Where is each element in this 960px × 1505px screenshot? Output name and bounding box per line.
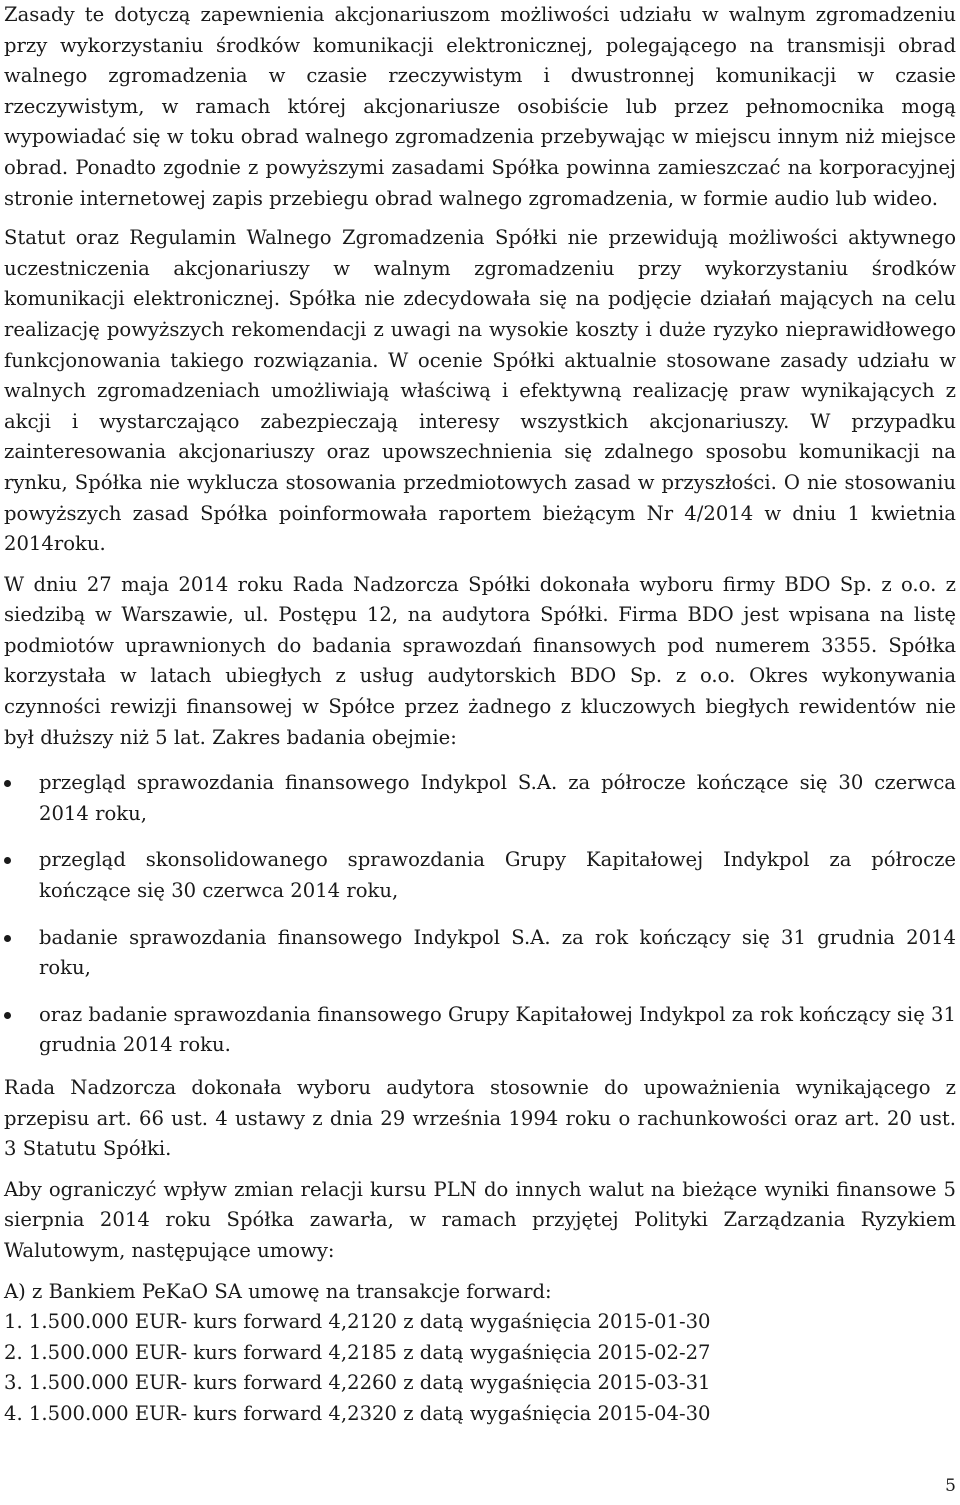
paragraph-bank-agreement: A) z Bankiem PeKaO SA umowę na transakcje forward:: [4, 1279, 552, 1303]
audit-scope-list: [4, 768, 956, 1061]
paragraph-shareholder-participation: Zasady te dotyczą zapewnienia akcjonariuszom możliwości udziału w walnym zgromadzeniu przy wykorzystaniu środków komunikacji elektronicznej, polegającego na transmisji obrad walnego zgromadzenia w czasie rzeczywistym i dwustronnej komunikacji w czasie rzeczywistym, w ramach której akcjonariusze osobiście lub przez pełnomocnika mogą wypowiadać się w toku obrad walnego zgromadzenia przebywając w miejscu innym niż miejsce obrad. Ponadto zgodnie z powyższymi zasadami Spółka powinna zamieszczać na korporacyjnej stronie internetowej zapis przebiegu obrad walnego zgromadzenia, w formie audio lub wideo.: [4, 3, 956, 210]
list-item-text: przegląd skonsolidowanego sprawozdania Grupy Kapitałowej Indykpol za półrocze kończące się 30 czerwca 2014 roku,: [39, 848, 956, 903]
list-item: [4, 845, 956, 906]
list-item-text: badanie sprawozdania finansowego Indykpol S.A. za rok kończący się 31 grudnia 2014 roku,: [39, 925, 956, 980]
list-item-text: oraz badanie sprawozdania finansowego Grupy Kapitałowej Indykpol za rok kończący się 31 grudnia 2014 roku.: [39, 1002, 956, 1057]
list-item-text: przegląd sprawozdania finansowego Indykpol S.A. za półrocze kończące się 30 czerwca 2014 roku,: [39, 771, 956, 825]
document-page: [4, 0, 956, 1430]
bullet-icon: [4, 935, 11, 942]
list-item: [4, 768, 956, 829]
page-number: 5: [945, 1476, 956, 1496]
bullet-icon: [4, 857, 11, 864]
bullet-icon: [4, 780, 11, 787]
list-item: 1. 1.500.000 EUR- kurs forward 4,2120 z datą wygaśnięcia 2015-01-30: [4, 1310, 711, 1334]
list-item: 3. 1.500.000 EUR- kurs forward 4,2260 z datą wygaśnięcia 2015-03-31: [4, 1371, 711, 1395]
paragraph-legal-basis: Rada Nadzorcza dokonała wyboru audytora stosownie do upoważnienia wynikającego z przepisu art. 66 ust. 4 ustawy z dnia 29 września 1994 roku o rachunkowości oraz art. 20 ust. 3 Statutu Spółki.: [4, 1076, 956, 1161]
bullet-icon: [4, 1012, 11, 1019]
list-item: 2. 1.500.000 EUR- kurs forward 4,2185 z datą wygaśnięcia 2015-02-27: [4, 1340, 711, 1364]
paragraph-statute-remote-participation: Statut oraz Regulamin Walnego Zgromadzenia Spółki nie przewidują możliwości aktywnego uczestniczenia akcjonariuszy w walnym zgromadzeniu przy wykorzystaniu środków komunikacji elektronicznej. Spółka nie zdecydowała się na podjęcie działań mających na celu realizację powyższych rekomendacji z uwagi na wysokie koszty i duże ryzyko nieprawidłowego funkcjonowania takiego rozwiązania. W ocenie Spółki aktualnie stosowane zasady udziału w walnych zgromadzeniach umożliwiają właściwą i efektywną realizację praw wynikających z akcji i wystarczająco zabezpieczają interesy wszystkich akcjonariuszy. W przypadku zainteresowania akcjonariuszy oraz upowszechnienia się zdalnego sposobu komunikacji na rynku, Spółka nie wyklucza stosowania przedmiotowych zasad w przyszłości. O nie stosowaniu powyższych zasad Spółka poinformowała raportem bieżącym Nr 4/2014 w dniu 1 kwietnia 2014roku.: [4, 226, 956, 556]
list-item: [4, 1000, 956, 1061]
forward-contracts-list: [4, 1307, 956, 1429]
list-item: 4. 1.500.000 EUR- kurs forward 4,2320 z datą wygaśnięcia 2015-04-30: [4, 1401, 711, 1425]
paragraph-currency-risk: Aby ograniczyć wpływ zmian relacji kursu PLN do innych walut na bieżące wyniki finansowe 5 sierpnia 2014 roku Spółka zawarła, w ramach przyjętej Polityki Zarządzania Ryzykiem Walutowym, następujące umowy:: [4, 1177, 956, 1262]
paragraph-auditor-selection: W dniu 27 maja 2014 roku Rada Nadzorcza Spółki dokonała wyboru firmy BDO Sp. z o.o. z siedzibą w Warszawie, ul. Postępu 12, na audytora Spółki. Firma BDO jest wpisana na listę podmiotów uprawnionych do badania sprawozdań finansowych pod numerem 3355. Spółka korzystała w latach ubiegłych z usług audytorskich BDO Sp. z o.o. Okres wykonywania czynności rewizji finansowej w Spółce przez żadnego z kluczowych biegłych rewidentów nie był dłuższy niż 5 lat. Zakres badania obejmie:: [4, 572, 956, 749]
list-item: [4, 923, 956, 984]
